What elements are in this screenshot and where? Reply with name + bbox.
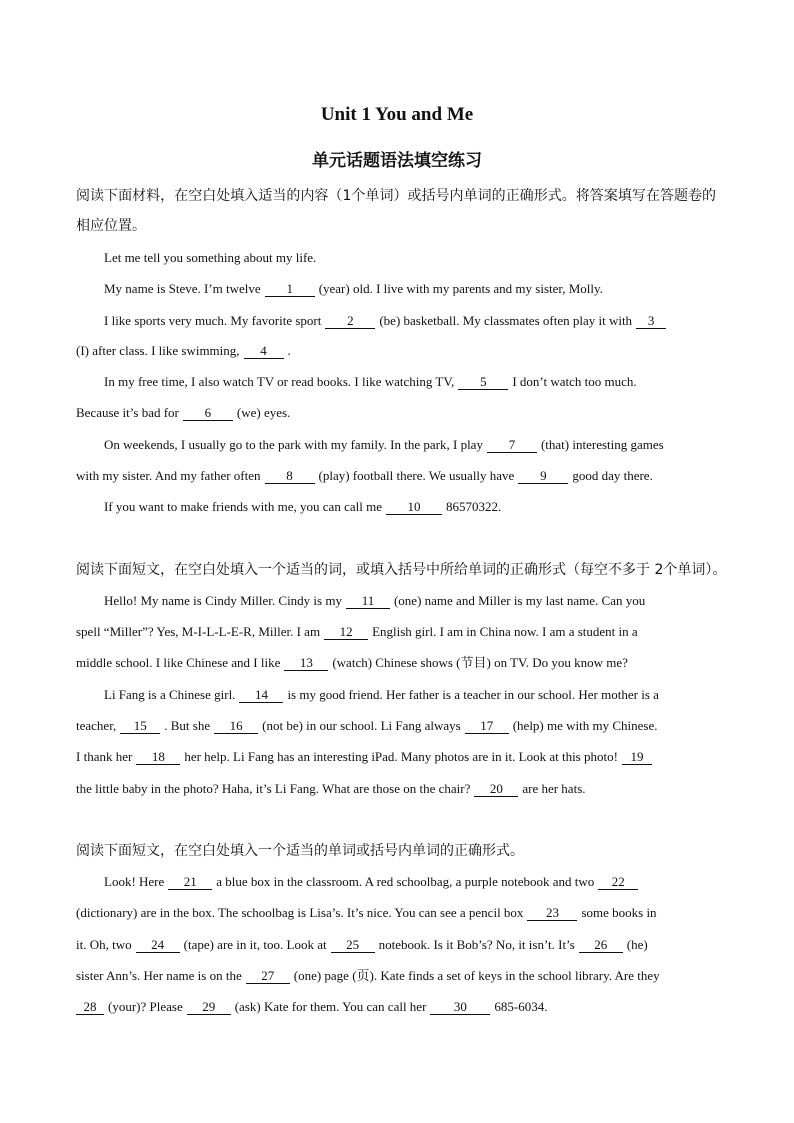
- paragraph-line: middle school. I like Chinese and I like 13 (watch) Chinese shows (节目) on TV. Do you know me?: [76, 655, 628, 670]
- paragraph-line: (dictionary) are in the box. The schoolbag is Lisa’s. It’s nice. You can see a pencil box 23 some books in: [76, 905, 657, 920]
- blank-22[interactable]: 22: [598, 875, 638, 890]
- blank-19[interactable]: 19: [622, 750, 652, 765]
- paragraph-line: spell “Miller”? Yes, M-I-L-L-E-R, Miller. I am 12 English girl. I am in China now. I am a student in a: [76, 624, 638, 639]
- paragraph-line: the little baby in the photo? Haha, it’s Li Fang. What are those on the chair? 20 are her hats.: [76, 781, 586, 796]
- blank-24[interactable]: 24: [136, 938, 180, 953]
- blank-25[interactable]: 25: [331, 938, 375, 953]
- paragraph-line: Look! Here 21 a blue box in the classroom. A red schoolbag, a purple notebook and two 22: [104, 873, 642, 891]
- blank-8[interactable]: 8: [265, 469, 315, 484]
- paragraph-line: I like sports very much. My favorite sport 2 (be) basketball. My classmates often play it with 3: [104, 312, 670, 330]
- section1-instruction: 阅读下面材料，在空白处填入适当的内容（1个单词）或括号内单词的正确形式。将答案填写在答题卷的: [76, 188, 716, 204]
- blank-3[interactable]: 3: [636, 314, 666, 329]
- blank-30[interactable]: 30: [430, 1000, 490, 1015]
- blank-17[interactable]: 17: [465, 719, 509, 734]
- paragraph-line: If you want to make friends with me, you can call me 10 86570322.: [104, 499, 502, 514]
- blank-20[interactable]: 20: [474, 782, 518, 797]
- blank-12[interactable]: 12: [324, 625, 368, 640]
- blank-21[interactable]: 21: [168, 875, 212, 890]
- blank-13[interactable]: 13: [284, 656, 328, 671]
- paragraph-line: I thank her 18 her help. Li Fang has an interesting iPad. Many photos are in it. Look at this photo! 19: [76, 748, 656, 766]
- paragraph-line: In my free time, I also watch TV or read books. I like watching TV, 5 I don’t watch too much.: [104, 374, 637, 389]
- blank-7[interactable]: 7: [487, 438, 537, 453]
- blank-2[interactable]: 2: [325, 314, 375, 329]
- paragraph-line: Li Fang is a Chinese girl. 14 is my good friend. Her father is a teacher in our school. Her mother is a: [104, 687, 659, 702]
- blank-23[interactable]: 23: [527, 906, 577, 921]
- section2-instruction: 阅读下面短文，在空白处填入一个适当的词，或填入括号中所给单词的正确形式（每空不多于 2个单词）。: [76, 562, 727, 578]
- paragraph-line: (I) after class. I like swimming, 4 .: [76, 343, 291, 358]
- blank-4[interactable]: 4: [244, 344, 284, 359]
- section3-instruction: 阅读下面短文，在空白处填入一个适当的单词或括号内单词的正确形式。: [76, 843, 524, 859]
- paragraph-line: 28 (your)? Please 29 (ask) Kate for them. You can call her 30 685-6034.: [76, 998, 548, 1016]
- blank-15[interactable]: 15: [120, 719, 160, 734]
- paragraph-line: teacher, 15 . But she 16 (not be) in our school. Li Fang always 17 (help) me with my Chinese.: [76, 718, 658, 733]
- paragraph-line: On weekends, I usually go to the park with my family. In the park, I play 7 (that) interesting games: [104, 437, 664, 452]
- blank-6[interactable]: 6: [183, 406, 233, 421]
- paragraph-line: Hello! My name is Cindy Miller. Cindy is my 11 (one) name and Miller is my last name. Can you: [104, 593, 646, 608]
- blank-29[interactable]: 29: [187, 1000, 231, 1015]
- blank-26[interactable]: 26: [579, 938, 623, 953]
- paragraph-line: with my sister. And my father often 8 (play) football there. We usually have 9 good day there.: [76, 468, 653, 483]
- blank-5[interactable]: 5: [458, 375, 508, 390]
- blank-27[interactable]: 27: [246, 969, 290, 984]
- blank-1[interactable]: 1: [265, 282, 315, 297]
- blank-18[interactable]: 18: [136, 750, 180, 765]
- blank-28[interactable]: 28: [76, 1000, 104, 1015]
- section1-instruction-cont: 相应位置。: [76, 218, 146, 234]
- paragraph-line: Because it’s bad for 6 (we) eyes.: [76, 405, 291, 420]
- page-title: Unit 1 You and Me: [320, 104, 474, 125]
- paragraph-line: Let me tell you something about my life.: [104, 250, 317, 265]
- paragraph-line: it. Oh, two 24 (tape) are in it, too. Look at 25 notebook. Is it Bob’s? No, it isn’t. It’s 26 (he): [76, 937, 648, 952]
- blank-10[interactable]: 10: [386, 500, 442, 515]
- page-subtitle: 单元话题语法填空练习: [312, 151, 482, 170]
- blank-16[interactable]: 16: [214, 719, 258, 734]
- paragraph-line: sister Ann’s. Her name is on the 27 (one) page (页). Kate finds a set of keys in the school library. Are they: [76, 968, 660, 983]
- blank-11[interactable]: 11: [346, 594, 390, 609]
- blank-14[interactable]: 14: [239, 688, 283, 703]
- paragraph-line: My name is Steve. I’m twelve 1 (year) old. I live with my parents and my sister, Molly.: [104, 281, 603, 296]
- blank-9[interactable]: 9: [518, 469, 568, 484]
